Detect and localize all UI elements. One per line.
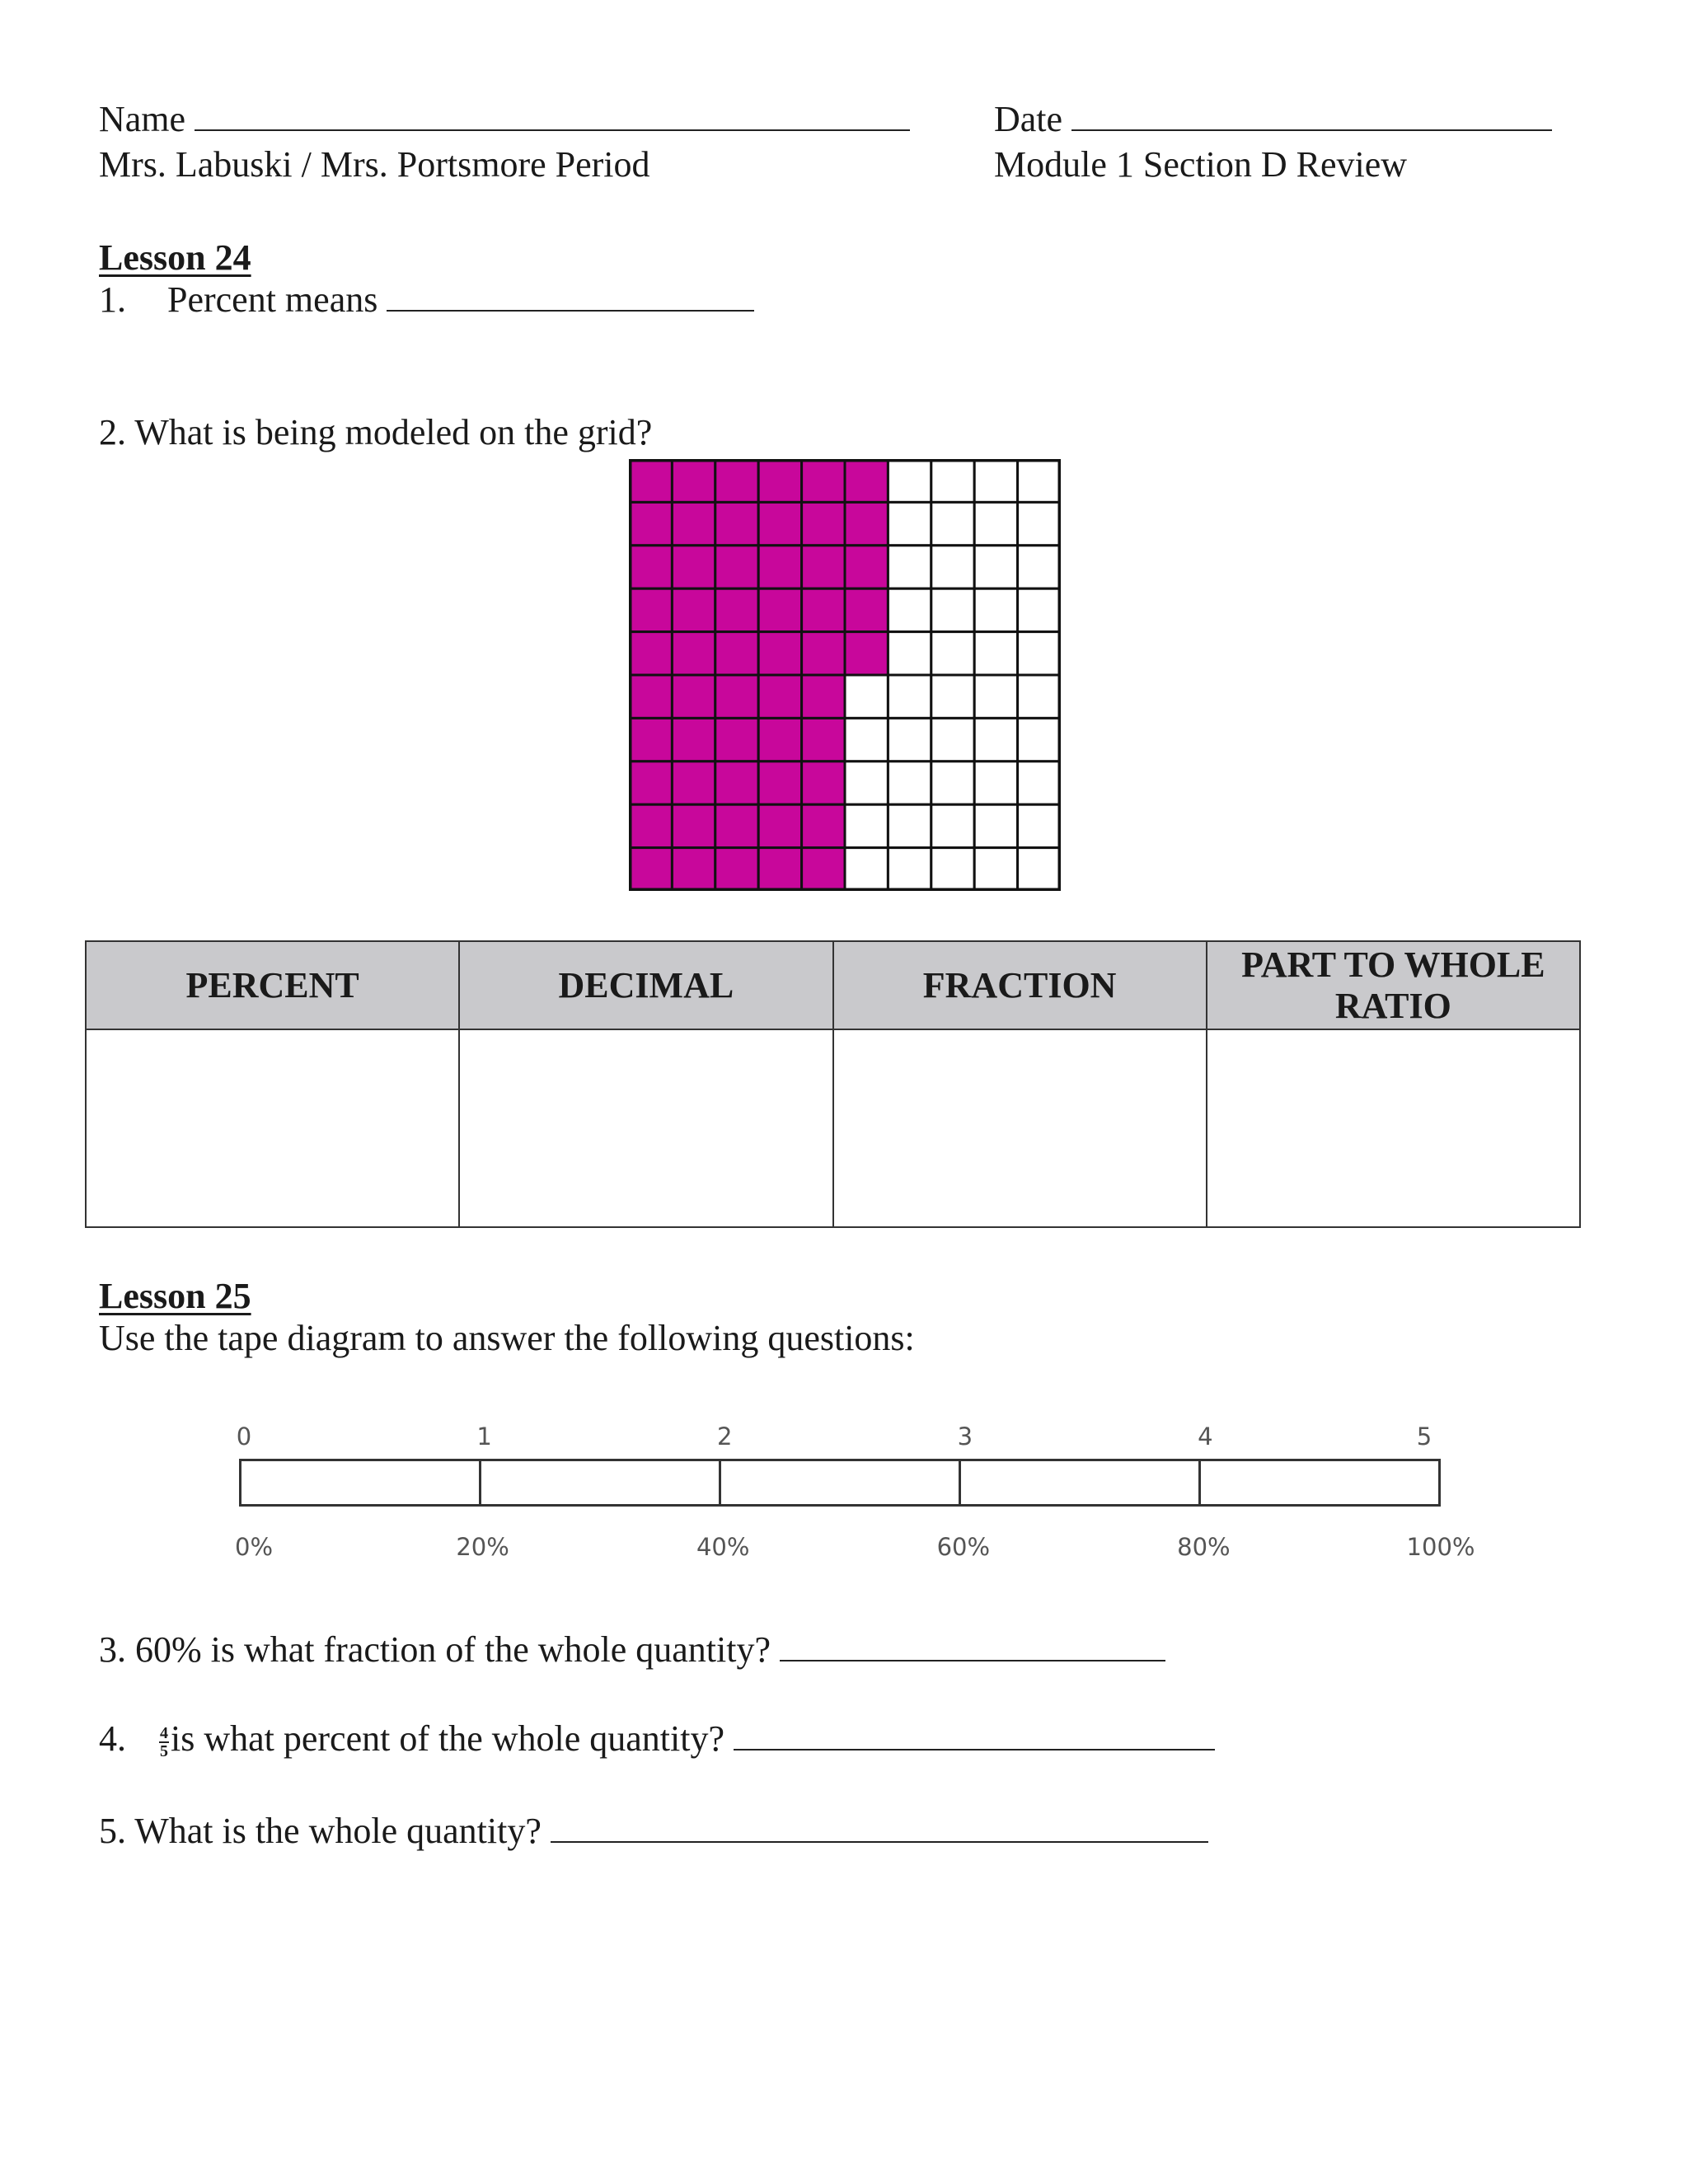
grid-cell-shaded (715, 588, 758, 631)
grid-cell-shaded (802, 804, 845, 847)
grid-cell-empty (888, 502, 931, 545)
header-fraction: FRACTION (833, 941, 1207, 1029)
question-5 (99, 1813, 1208, 1849)
grid-cell-empty (931, 718, 974, 761)
grid-cell-shaded (715, 804, 758, 847)
grid-cell-empty (1018, 848, 1061, 891)
tape-segment (241, 1461, 481, 1504)
grid-cell-empty (931, 848, 974, 891)
lesson-25-instruction: Use the tape diagram to answer the following questions: (99, 1318, 915, 1358)
grid-cell-shaded (758, 718, 801, 761)
grid-cell-shaded (758, 588, 801, 631)
lesson-24-title: Lesson 24 (99, 237, 251, 278)
four-fifths-fraction (159, 1725, 169, 1760)
grid-cell-shaded (672, 546, 715, 588)
name-blank[interactable] (195, 124, 910, 131)
grid-cell-empty (845, 675, 888, 718)
percent-answer-cell[interactable] (86, 1029, 459, 1227)
q4-text: is what percent of the whole quantity? (171, 1718, 725, 1759)
q3-answer-blank[interactable] (780, 1655, 1165, 1661)
tape-top-label: 4 (1198, 1422, 1213, 1451)
grid-cell-shaded (629, 632, 672, 675)
tape-bottom-label: 20% (456, 1533, 509, 1561)
grid-cell-empty (888, 675, 931, 718)
module-title: Module 1 Section D Review (994, 144, 1408, 185)
grid-cell-shaded (715, 459, 758, 502)
fraction-denominator: 5 (160, 1741, 168, 1760)
tape-segment (961, 1461, 1201, 1504)
grid-cell-empty (931, 588, 974, 631)
grid-cell-empty (888, 718, 931, 761)
grid-cell-empty (974, 762, 1017, 804)
tape-top-label: 3 (957, 1422, 973, 1451)
grid-cell-shaded (672, 762, 715, 804)
grid-cell-shaded (672, 459, 715, 502)
tape-bottom-label: 100% (1406, 1533, 1475, 1561)
table-header-row (86, 941, 1580, 1029)
grid-cell-empty (974, 804, 1017, 847)
tape-bottom-label: 40% (696, 1533, 750, 1561)
table-answer-row (86, 1029, 1580, 1227)
question-3 (99, 1629, 1165, 1670)
date-field (994, 101, 1552, 138)
grid-cell-empty (974, 546, 1017, 588)
grid-cell-shaded (672, 588, 715, 631)
grid-cell-shaded (845, 459, 888, 502)
grid-cell-shaded (758, 804, 801, 847)
tape-top-label: 1 (476, 1422, 492, 1451)
grid-cell-empty (1018, 459, 1061, 502)
grid-cell-empty (845, 848, 888, 891)
grid-cell-shaded (629, 546, 672, 588)
tape-top-label: 2 (716, 1422, 733, 1451)
grid-cell-empty (888, 632, 931, 675)
tape-segment (721, 1461, 961, 1504)
decimal-answer-cell[interactable] (459, 1029, 832, 1227)
grid-cell-shaded (629, 459, 672, 502)
grid-cell-empty (931, 459, 974, 502)
grid-cell-shaded (758, 762, 801, 804)
grid-cell-empty (1018, 588, 1061, 631)
date-blank[interactable] (1071, 124, 1552, 131)
q5-text: 5. What is the whole quantity? (99, 1811, 542, 1851)
fraction-numerator: 4 (160, 1723, 168, 1742)
tape-bottom-label: 80% (1177, 1533, 1231, 1561)
grid-cell-shaded (802, 502, 845, 545)
grid-cell-empty (974, 632, 1017, 675)
q4-answer-blank[interactable] (734, 1744, 1215, 1750)
grid-cell-shaded (629, 848, 672, 891)
hundred-grid (629, 459, 1061, 891)
grid-cell-shaded (672, 718, 715, 761)
grid-cell-shaded (845, 502, 888, 545)
header-part-to-whole: PART TO WHOLE RATIO (1207, 941, 1580, 1029)
grid-cell-shaded (802, 546, 845, 588)
date-label: Date (994, 99, 1063, 139)
grid-cell-empty (1018, 762, 1061, 804)
grid-cell-empty (1018, 502, 1061, 545)
grid-cell-empty (974, 588, 1017, 631)
grid-cell-shaded (845, 632, 888, 675)
grid-cell-shaded (672, 804, 715, 847)
grid-cell-shaded (802, 459, 845, 502)
grid-cell-shaded (629, 718, 672, 761)
header-decimal: DECIMAL (459, 941, 832, 1029)
grid-cell-shaded (715, 675, 758, 718)
grid-cell-empty (888, 459, 931, 502)
question-2: 2. What is being modeled on the grid? (99, 412, 653, 452)
grid-cell-empty (974, 459, 1017, 502)
tape-diagram (239, 1459, 1441, 1507)
grid-cell-shaded (802, 718, 845, 761)
grid-cell-shaded (802, 632, 845, 675)
name-label: Name (99, 99, 186, 139)
grid-cell-shaded (629, 675, 672, 718)
grid-cell-shaded (758, 502, 801, 545)
grid-cell-empty (1018, 632, 1061, 675)
question-1 (99, 279, 754, 320)
fraction-answer-cell[interactable] (833, 1029, 1207, 1227)
grid-cell-empty (974, 675, 1017, 718)
grid-cell-empty (974, 502, 1017, 545)
grid-cell-empty (888, 848, 931, 891)
grid-cell-empty (1018, 804, 1061, 847)
grid-cell-empty (845, 718, 888, 761)
grid-cell-empty (931, 502, 974, 545)
grid-cell-empty (974, 848, 1017, 891)
q1-text: Percent means (167, 279, 378, 320)
grid-cell-shaded (629, 588, 672, 631)
grid-cell-shaded (715, 848, 758, 891)
representation-table (85, 940, 1581, 1228)
grid-cell-empty (931, 546, 974, 588)
grid-cell-shaded (715, 762, 758, 804)
q3-text: 3. 60% is what fraction of the whole quantity? (99, 1629, 771, 1670)
tape-top-label: 0 (236, 1422, 252, 1451)
grid-cell-empty (888, 546, 931, 588)
q4-number: 4. (99, 1718, 126, 1759)
tape-bottom-label: 60% (936, 1533, 991, 1561)
tape-segment (1201, 1461, 1438, 1504)
q1-number: 1. (99, 279, 126, 320)
grid-cell-empty (845, 762, 888, 804)
grid-cell-shaded (672, 848, 715, 891)
grid-cell-empty (931, 675, 974, 718)
grid-cell-shaded (802, 588, 845, 631)
grid-cell-empty (888, 588, 931, 631)
tape-segment (481, 1461, 721, 1504)
grid-cell-shaded (802, 848, 845, 891)
name-field (99, 101, 910, 138)
q1-answer-blank[interactable] (387, 305, 754, 312)
grid-cell-shaded (715, 718, 758, 761)
grid-cell-empty (931, 804, 974, 847)
grid-cell-empty (974, 718, 1017, 761)
grid-cell-shaded (758, 632, 801, 675)
question-4 (99, 1718, 1215, 1760)
grid-cell-shaded (672, 675, 715, 718)
grid-cell-shaded (758, 848, 801, 891)
grid-cell-shaded (629, 804, 672, 847)
grid-cell-shaded (672, 502, 715, 545)
grid-cell-shaded (758, 675, 801, 718)
part-to-whole-answer-cell[interactable] (1207, 1029, 1580, 1227)
grid-cell-empty (1018, 718, 1061, 761)
grid-cell-shaded (629, 762, 672, 804)
grid-cell-empty (888, 762, 931, 804)
grid-cell-shaded (672, 632, 715, 675)
grid-cell-empty (845, 804, 888, 847)
teacher-line: Mrs. Labuski / Mrs. Portsmore Period (99, 144, 650, 185)
grid-cell-shaded (629, 502, 672, 545)
grid-cell-shaded (715, 632, 758, 675)
tape-top-label: 5 (1416, 1422, 1432, 1451)
grid-cell-empty (931, 762, 974, 804)
grid-cell-shaded (845, 546, 888, 588)
grid-cell-empty (1018, 546, 1061, 588)
grid-cell-shaded (758, 546, 801, 588)
q5-answer-blank[interactable] (551, 1836, 1208, 1843)
grid-cell-shaded (758, 459, 801, 502)
tape-bottom-label: 0% (234, 1533, 274, 1561)
grid-cell-empty (931, 632, 974, 675)
header-percent: PERCENT (86, 941, 459, 1029)
grid-cell-shaded (715, 546, 758, 588)
grid-cell-empty (1018, 675, 1061, 718)
grid-cell-shaded (845, 588, 888, 631)
grid-cell-shaded (802, 762, 845, 804)
grid-cell-empty (888, 804, 931, 847)
grid-cell-shaded (715, 502, 758, 545)
lesson-25-title: Lesson 25 (99, 1276, 251, 1316)
grid-cell-shaded (802, 675, 845, 718)
